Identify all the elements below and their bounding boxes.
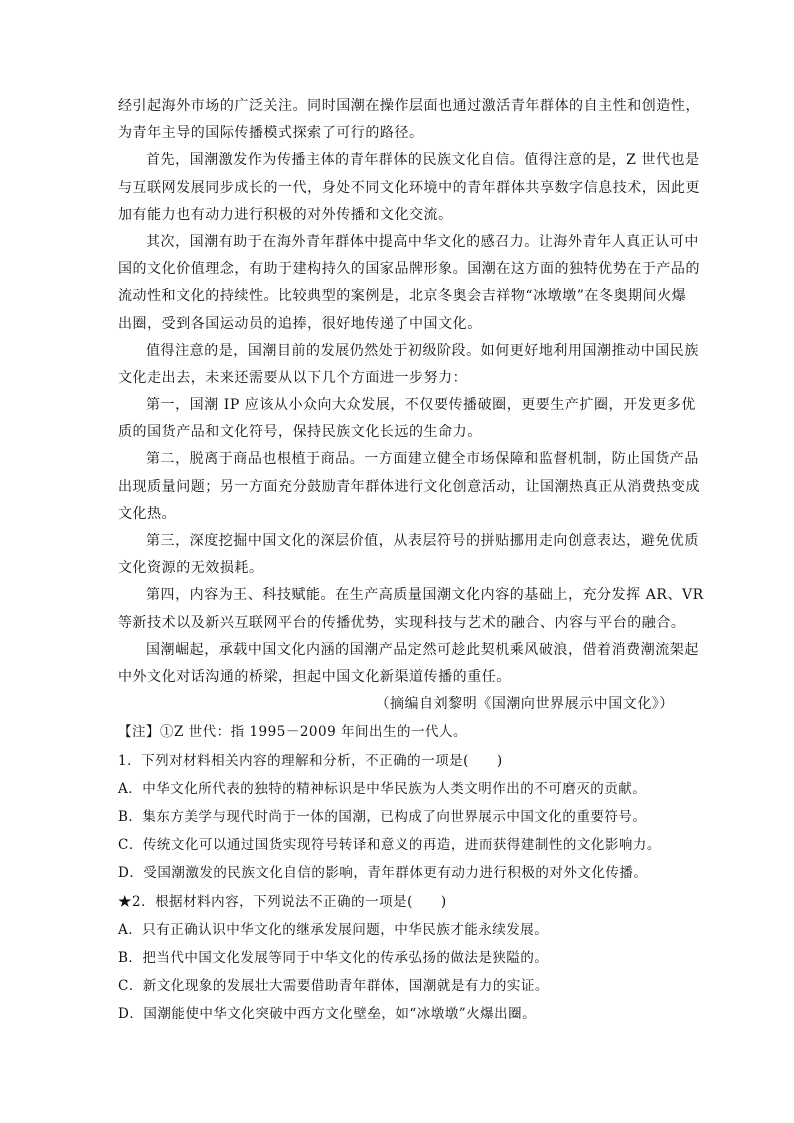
text-line: 其次，国潮有助于在海外青年群体中提高中华文化的感召力。让海外青年人真正认可中 bbox=[146, 233, 699, 250]
text-line: 流动性和文化的持续性。比较典型的案例是，北京冬奥会吉祥物“冰墩墩”在冬奥期间火爆 bbox=[118, 288, 687, 305]
text-line: 出现质量问题；另一方面充分鼓励青年群体进行文化创意活动，让国潮热真正从消费热变成 bbox=[118, 478, 700, 495]
text-line: 经引起海外市场的广泛关注。同时国潮在操作层面也通过激活青年群体的自主性和创造性， bbox=[118, 98, 700, 114]
article-source: （摘编自刘黎明《国潮向世界展示中国文化》） bbox=[375, 696, 674, 713]
question-2-option-d: D．国潮能使中华文化突破中西方文化壁垒，如“冰墩墩”火爆出圈。 bbox=[118, 1006, 537, 1023]
footnote: 【注】①Z 世代：指 1995－2009 年间出生的一代人。 bbox=[118, 724, 467, 741]
text-line: 第二，脱离于商品也根植于商品。一方面建立健全市场保障和监督机制，防止国货产品 bbox=[146, 451, 699, 468]
paragraph-point-four bbox=[118, 582, 704, 636]
text-line: 值得注意的是，国潮目前的发展仍然处于初级阶段。如何更好地利用国潮推动中国民族 bbox=[146, 342, 699, 359]
question-2-option-b: B．把当代中国文化发展等同于中华文化的传承弘扬的做法是狭隘的。 bbox=[118, 949, 549, 966]
page-content bbox=[118, 93, 704, 1029]
text-line: 质的国货产品和文化符号，保持民族文化长远的生命力。 bbox=[118, 424, 482, 441]
text-line: 与互联网发展同步成长的一代，身处不同文化环境中的青年群体共享数字信息技术，因此更 bbox=[118, 179, 700, 196]
question-1-option-d: D．受国潮激发的民族文化自信的影响，青年群体更有动力进行积极的对外文化传播。 bbox=[118, 865, 648, 882]
text-line: 为青年主导的国际传播模式探索了可行的路径。 bbox=[118, 125, 424, 142]
question-2-option-c: C．新文化现象的发展壮大需要借助青年群体，国潮就是有力的实证。 bbox=[118, 978, 549, 995]
text-line: 第一，国潮 IP 应该从小众向大众发展，不仅要传播破圈，更要生产扩圈，开发更多优 bbox=[146, 397, 696, 414]
text-line: 文化走出去，未来还需要从以下几个方面进一步努力： bbox=[118, 369, 468, 386]
paragraph-point-two bbox=[118, 446, 700, 528]
text-line: 第三，深度挖掘中国文化的深层价值，从表层符号的拼贴挪用走向创意表达，避免优质 bbox=[146, 533, 699, 549]
paragraph-stage bbox=[118, 338, 699, 392]
text-line: 国的文化价值理念，有助于建构持久的国家品牌形象。国潮在这方面的独特优势在于产品的 bbox=[118, 261, 700, 278]
paragraph-conclusion bbox=[118, 637, 699, 691]
text-line: 加有能力也有动力进行积极的对外传播和文化交流。 bbox=[118, 206, 453, 223]
question-1-option-c: C．传统文化可以通过国货实现符号转译和意义的再造，进而获得建制性的文化影响力。 bbox=[118, 837, 661, 854]
question-2-stem: ★2．根据材料内容，下列说法不正确的一项是( ) bbox=[118, 893, 447, 910]
text-line: 首先，国潮激发作为传播主体的青年群体的民族文化自信。值得注意的是，Z 世代也是 bbox=[146, 152, 700, 169]
paragraph-first bbox=[118, 147, 700, 229]
text-line: 文化资源的无效损耗。 bbox=[118, 560, 264, 577]
paragraph-point-three bbox=[118, 528, 699, 582]
question-1-option-b: B．集东方美学与现代时尚于一体的国潮，已构成了向世界展示中国文化的重要符号。 bbox=[118, 808, 647, 825]
text-line: 出圈，受到各国运动员的追捧，很好地传递了中国文化。 bbox=[118, 315, 482, 332]
text-line: 第四，内容为王、科技赋能。在生产高质量国潮文化内容的基础上，充分发挥 AR、VR bbox=[146, 587, 704, 604]
text-line: 文化热。 bbox=[118, 505, 177, 522]
text-line: 国潮崛起，承载中国文化内涵的国潮产品定然可趁此契机乘风破浪，借着消费潮流架起 bbox=[146, 641, 699, 658]
question-2-option-a: A．只有正确认识中华文化的继承发展问题，中华民族才能永续发展。 bbox=[118, 921, 549, 938]
question-1-option-a: A．中华文化所代表的独特的精神标识是中华民族为人类文明作出的不可磨灭的贡献。 bbox=[118, 780, 647, 797]
question-1-stem: 1．下列对材料相关内容的理解和分析，不正确的一项是( ) bbox=[118, 752, 503, 769]
paragraph-point-one bbox=[118, 392, 696, 446]
text-line: 等新技术以及新兴互联网平台的传播优势，实现科技与艺术的融合、内容与平台的融合。 bbox=[118, 614, 686, 631]
paragraph-second bbox=[118, 229, 700, 338]
text-line: 中外文化对话沟通的桥梁，担起中国文化新渠道传播的重任。 bbox=[118, 668, 511, 685]
paragraph-continuation bbox=[118, 93, 700, 147]
